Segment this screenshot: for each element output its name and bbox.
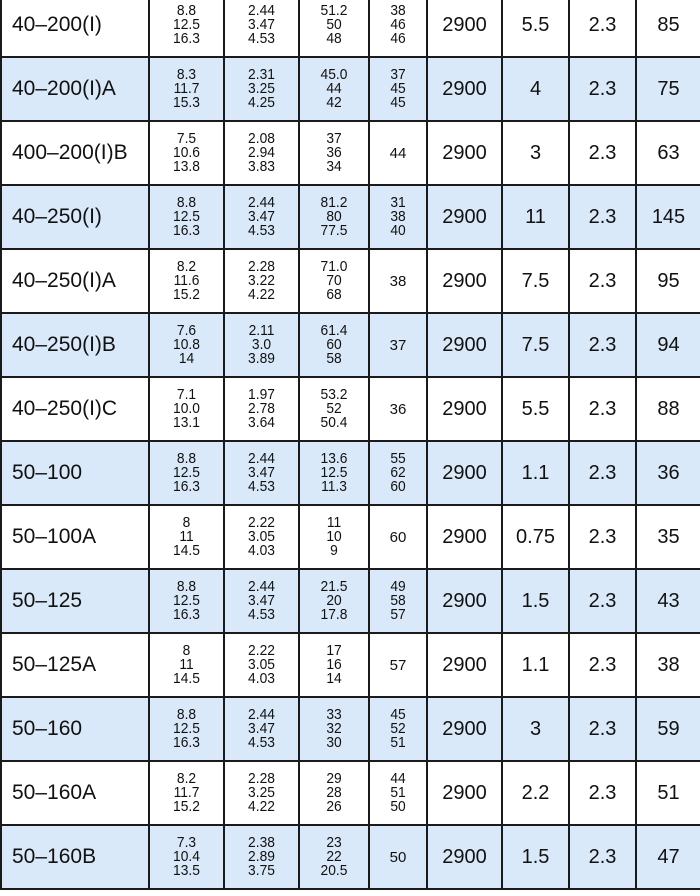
model-cell: 50–125 bbox=[1, 569, 149, 633]
cell-value-line: 37 bbox=[390, 66, 406, 83]
cell-value-line: 11.7 bbox=[173, 80, 200, 97]
cell-value-line: 3.25 bbox=[248, 784, 275, 801]
table-row bbox=[1, 441, 700, 505]
flow-m3h-cell bbox=[149, 633, 224, 697]
cell-value-line: 2.44 bbox=[248, 578, 275, 595]
cell-value-line: 21.5 bbox=[320, 578, 348, 595]
model-cell: 40–250(I) bbox=[1, 185, 149, 249]
speed-cell: 2900 bbox=[427, 249, 502, 313]
cell-value-line: 20 bbox=[326, 592, 342, 609]
model-cell: 50–100A bbox=[1, 505, 149, 569]
efficiency-cell bbox=[369, 441, 427, 505]
cell-value-line: 10.4 bbox=[173, 848, 200, 865]
weight-cell: 85 bbox=[636, 0, 700, 57]
table-row bbox=[1, 633, 700, 697]
cell-value-line: 2.28 bbox=[248, 770, 275, 787]
cell-value-line: 8.8 bbox=[176, 2, 197, 19]
cell-value-line: 42 bbox=[326, 94, 342, 111]
cell-value-line: 3.75 bbox=[248, 862, 275, 879]
cell-value-line: 45 bbox=[390, 94, 406, 111]
cell-value-line: 14.5 bbox=[173, 542, 200, 559]
cell-value-line: 8 bbox=[182, 514, 191, 531]
cell-value-line: 3.05 bbox=[248, 528, 275, 545]
table-row bbox=[1, 249, 700, 313]
cell-value-line: 22 bbox=[326, 848, 342, 865]
table-row bbox=[1, 185, 700, 249]
table-row bbox=[1, 377, 700, 441]
table-row bbox=[1, 697, 700, 761]
head-cell bbox=[299, 0, 369, 57]
head-cell bbox=[299, 57, 369, 121]
flow-m3h-cell bbox=[149, 697, 224, 761]
cell-value-line: 2.28 bbox=[248, 258, 275, 275]
npsh-cell: 2.3 bbox=[569, 761, 636, 825]
cell-value-line: 51 bbox=[390, 734, 406, 751]
cell-value-line: 4.53 bbox=[248, 734, 275, 751]
cell-value-line: 46 bbox=[390, 16, 406, 33]
cell-value-line: 16.3 bbox=[173, 222, 200, 239]
cell-value-line: 8 bbox=[182, 642, 191, 659]
speed-cell: 2900 bbox=[427, 697, 502, 761]
cell-value-line: 3.25 bbox=[248, 80, 275, 97]
weight-cell: 36 bbox=[636, 441, 700, 505]
flow-m3h-cell bbox=[149, 377, 224, 441]
head-cell bbox=[299, 121, 369, 185]
efficiency-cell bbox=[369, 697, 427, 761]
head-cell bbox=[299, 505, 369, 569]
flow-m3h-cell bbox=[149, 761, 224, 825]
cell-value-line: 46 bbox=[390, 30, 406, 47]
cell-value-line: 3.89 bbox=[248, 350, 275, 367]
flow-m3h-cell bbox=[149, 825, 224, 889]
cell-value-line: 8.8 bbox=[176, 194, 197, 211]
power-cell: 4 bbox=[502, 57, 569, 121]
model-cell: 50–160 bbox=[1, 697, 149, 761]
npsh-cell: 2.3 bbox=[569, 697, 636, 761]
flow-ls-cell bbox=[224, 0, 299, 57]
flow-m3h-cell bbox=[149, 313, 224, 377]
efficiency-cell: 37 bbox=[369, 313, 427, 377]
cell-value-line: 2.38 bbox=[248, 834, 275, 851]
cell-value-line: 80 bbox=[326, 208, 342, 225]
cell-value-line: 23 bbox=[326, 834, 342, 851]
cell-value-line: 3.22 bbox=[248, 272, 275, 289]
cell-value-line: 77.5 bbox=[320, 222, 348, 239]
weight-cell: 51 bbox=[636, 761, 700, 825]
efficiency-cell bbox=[369, 569, 427, 633]
speed-cell: 2900 bbox=[427, 633, 502, 697]
table-row bbox=[1, 121, 700, 185]
cell-value-line: 12.5 bbox=[173, 720, 200, 737]
cell-value-line: 7.6 bbox=[176, 322, 197, 339]
cell-value-line: 52 bbox=[326, 400, 342, 417]
weight-cell: 43 bbox=[636, 569, 700, 633]
cell-value-line: 2.31 bbox=[248, 66, 275, 83]
cell-value-line: 2.44 bbox=[248, 194, 275, 211]
cell-value-line: 58 bbox=[326, 350, 342, 367]
speed-cell: 2900 bbox=[427, 0, 502, 57]
cell-value-line: 4.53 bbox=[248, 478, 275, 495]
speed-cell: 2900 bbox=[427, 505, 502, 569]
cell-value-line: 45.0 bbox=[320, 66, 348, 83]
model-cell: 400–200(I)B bbox=[1, 121, 149, 185]
weight-cell: 88 bbox=[636, 377, 700, 441]
npsh-cell: 2.3 bbox=[569, 249, 636, 313]
cell-value-line: 53.2 bbox=[320, 386, 348, 403]
flow-m3h-cell bbox=[149, 121, 224, 185]
npsh-cell: 2.3 bbox=[569, 121, 636, 185]
model-cell: 40–200(I)A bbox=[1, 57, 149, 121]
cell-value-line: 14.5 bbox=[173, 670, 200, 687]
cell-value-line: 7.3 bbox=[176, 834, 197, 851]
cell-value-line: 15.2 bbox=[173, 286, 200, 303]
cell-value-line: 10.8 bbox=[173, 336, 200, 353]
cell-value-line: 11.7 bbox=[173, 784, 200, 801]
efficiency-cell: 44 bbox=[369, 121, 427, 185]
cell-value-line: 10 bbox=[326, 528, 342, 545]
cell-value-line: 13.1 bbox=[173, 414, 200, 431]
flow-ls-cell bbox=[224, 249, 299, 313]
model-cell: 40–250(I)C bbox=[1, 377, 149, 441]
model-cell: 50–160B bbox=[1, 825, 149, 889]
flow-ls-cell bbox=[224, 57, 299, 121]
flow-ls-cell bbox=[224, 313, 299, 377]
efficiency-cell: 38 bbox=[369, 249, 427, 313]
cell-value-line: 3.83 bbox=[248, 158, 275, 175]
head-cell bbox=[299, 569, 369, 633]
efficiency-cell: 36 bbox=[369, 377, 427, 441]
cell-value-line: 15.3 bbox=[173, 94, 200, 111]
cell-value-line: 7.5 bbox=[176, 130, 197, 147]
head-cell bbox=[299, 633, 369, 697]
power-cell: 1.1 bbox=[502, 441, 569, 505]
model-cell: 40–250(I)B bbox=[1, 313, 149, 377]
weight-cell: 95 bbox=[636, 249, 700, 313]
speed-cell: 2900 bbox=[427, 761, 502, 825]
efficiency-cell: 60 bbox=[369, 505, 427, 569]
cell-value-line: 17 bbox=[326, 642, 342, 659]
cell-value-line: 13.6 bbox=[320, 450, 348, 467]
cell-value-line: 3.47 bbox=[248, 464, 275, 481]
weight-cell: 38 bbox=[636, 633, 700, 697]
cell-value-line: 3.64 bbox=[248, 414, 275, 431]
head-cell bbox=[299, 825, 369, 889]
table-row bbox=[1, 0, 700, 57]
weight-cell: 63 bbox=[636, 121, 700, 185]
cell-value-line: 26 bbox=[326, 798, 342, 815]
power-cell: 1.1 bbox=[502, 633, 569, 697]
speed-cell: 2900 bbox=[427, 185, 502, 249]
cell-value-line: 12.5 bbox=[173, 592, 200, 609]
cell-value-line: 8.2 bbox=[176, 258, 197, 275]
flow-ls-cell bbox=[224, 441, 299, 505]
efficiency-cell bbox=[369, 0, 427, 57]
cell-value-line: 68 bbox=[326, 286, 342, 303]
cell-value-line: 71.0 bbox=[320, 258, 348, 275]
cell-value-line: 11.6 bbox=[173, 272, 200, 289]
cell-value-line: 17.8 bbox=[320, 606, 348, 623]
head-cell bbox=[299, 185, 369, 249]
head-cell bbox=[299, 249, 369, 313]
cell-value-line: 36 bbox=[326, 144, 342, 161]
cell-value-line: 45 bbox=[390, 80, 406, 97]
cell-value-line: 12.5 bbox=[173, 208, 200, 225]
speed-cell: 2900 bbox=[427, 121, 502, 185]
head-cell bbox=[299, 313, 369, 377]
speed-cell: 2900 bbox=[427, 825, 502, 889]
cell-value-line: 3.0 bbox=[251, 336, 272, 353]
speed-cell: 2900 bbox=[427, 57, 502, 121]
speed-cell: 2900 bbox=[427, 313, 502, 377]
efficiency-cell bbox=[369, 185, 427, 249]
cell-value-line: 2.44 bbox=[248, 706, 275, 723]
cell-value-line: 8.8 bbox=[176, 706, 197, 723]
cell-value-line: 13.5 bbox=[173, 862, 200, 879]
cell-value-line: 37 bbox=[326, 130, 342, 147]
power-cell: 3 bbox=[502, 697, 569, 761]
cell-value-line: 2.22 bbox=[248, 642, 275, 659]
cell-value-line: 50 bbox=[326, 16, 342, 33]
cell-value-line: 33 bbox=[326, 706, 342, 723]
npsh-cell: 2.3 bbox=[569, 505, 636, 569]
power-cell: 7.5 bbox=[502, 249, 569, 313]
table-row bbox=[1, 313, 700, 377]
cell-value-line: 4.22 bbox=[248, 286, 275, 303]
cell-value-line: 52 bbox=[390, 720, 406, 737]
power-cell: 7.5 bbox=[502, 313, 569, 377]
cell-value-line: 16.3 bbox=[173, 606, 200, 623]
efficiency-cell: 57 bbox=[369, 633, 427, 697]
cell-value-line: 16 bbox=[326, 656, 342, 673]
flow-m3h-cell bbox=[149, 249, 224, 313]
model-cell: 40–200(I) bbox=[1, 0, 149, 57]
weight-cell: 75 bbox=[636, 57, 700, 121]
npsh-cell: 2.3 bbox=[569, 313, 636, 377]
flow-ls-cell bbox=[224, 377, 299, 441]
cell-value-line: 12.5 bbox=[173, 464, 200, 481]
cell-value-line: 2.44 bbox=[248, 450, 275, 467]
cell-value-line: 30 bbox=[326, 734, 342, 751]
speed-cell: 2900 bbox=[427, 377, 502, 441]
head-cell bbox=[299, 697, 369, 761]
cell-value-line: 12.5 bbox=[173, 16, 200, 33]
weight-cell: 35 bbox=[636, 505, 700, 569]
npsh-cell: 2.3 bbox=[569, 185, 636, 249]
cell-value-line: 11 bbox=[179, 656, 194, 673]
npsh-cell: 2.3 bbox=[569, 377, 636, 441]
flow-ls-cell bbox=[224, 185, 299, 249]
cell-value-line: 2.08 bbox=[248, 130, 275, 147]
npsh-cell: 2.3 bbox=[569, 441, 636, 505]
flow-ls-cell bbox=[224, 697, 299, 761]
table-row bbox=[1, 569, 700, 633]
cell-value-line: 11 bbox=[326, 514, 342, 531]
cell-value-line: 8.3 bbox=[176, 66, 197, 83]
cell-value-line: 70 bbox=[326, 272, 342, 289]
cell-value-line: 4.22 bbox=[248, 798, 275, 815]
cell-value-line: 51 bbox=[390, 784, 406, 801]
flow-ls-cell bbox=[224, 761, 299, 825]
cell-value-line: 3.47 bbox=[248, 16, 275, 33]
cell-value-line: 55 bbox=[390, 450, 406, 467]
cell-value-line: 4.53 bbox=[248, 30, 275, 47]
cell-value-line: 3.47 bbox=[248, 208, 275, 225]
power-cell: 0.75 bbox=[502, 505, 569, 569]
cell-value-line: 11.3 bbox=[321, 478, 347, 495]
efficiency-cell bbox=[369, 57, 427, 121]
table-row bbox=[1, 57, 700, 121]
cell-value-line: 20.5 bbox=[320, 862, 348, 879]
efficiency-cell bbox=[369, 761, 427, 825]
cell-value-line: 48 bbox=[326, 30, 342, 47]
power-cell: 2.2 bbox=[502, 761, 569, 825]
cell-value-line: 38 bbox=[390, 208, 406, 225]
spec-table-body bbox=[1, 0, 700, 889]
cell-value-line: 31 bbox=[390, 194, 406, 211]
npsh-cell: 2.3 bbox=[569, 57, 636, 121]
cell-value-line: 16.3 bbox=[173, 30, 200, 47]
cell-value-line: 11 bbox=[179, 528, 194, 545]
head-cell bbox=[299, 441, 369, 505]
cell-value-line: 29 bbox=[326, 770, 342, 787]
cell-value-line: 10.6 bbox=[173, 144, 200, 161]
head-cell bbox=[299, 761, 369, 825]
table-row bbox=[1, 761, 700, 825]
flow-m3h-cell bbox=[149, 441, 224, 505]
cell-value-line: 61.4 bbox=[320, 322, 348, 339]
model-cell: 40–250(I)A bbox=[1, 249, 149, 313]
cell-value-line: 4.53 bbox=[248, 222, 275, 239]
cell-value-line: 2.89 bbox=[248, 848, 275, 865]
cell-value-line: 44 bbox=[326, 80, 342, 97]
cell-value-line: 4.03 bbox=[248, 670, 275, 687]
table-row bbox=[1, 505, 700, 569]
cell-value-line: 8.2 bbox=[176, 770, 197, 787]
flow-m3h-cell bbox=[149, 0, 224, 57]
cell-value-line: 8.8 bbox=[176, 450, 197, 467]
cell-value-line: 16.3 bbox=[173, 478, 200, 495]
model-cell: 50–100 bbox=[1, 441, 149, 505]
cell-value-line: 1.97 bbox=[248, 386, 275, 403]
cell-value-line: 3.05 bbox=[248, 656, 275, 673]
cell-value-line: 2.94 bbox=[248, 144, 275, 161]
cell-value-line: 14 bbox=[178, 350, 195, 367]
weight-cell: 94 bbox=[636, 313, 700, 377]
npsh-cell: 2.3 bbox=[569, 0, 636, 57]
npsh-cell: 2.3 bbox=[569, 825, 636, 889]
weight-cell: 47 bbox=[636, 825, 700, 889]
cell-value-line: 16.3 bbox=[173, 734, 200, 751]
power-cell: 5.5 bbox=[502, 377, 569, 441]
flow-ls-cell bbox=[224, 505, 299, 569]
power-cell: 11 bbox=[502, 185, 569, 249]
power-cell: 1.5 bbox=[502, 569, 569, 633]
cell-value-line: 3.47 bbox=[248, 720, 275, 737]
speed-cell: 2900 bbox=[427, 569, 502, 633]
cell-value-line: 28 bbox=[326, 784, 342, 801]
cell-value-line: 62 bbox=[390, 464, 406, 481]
efficiency-cell: 50 bbox=[369, 825, 427, 889]
cell-value-line: 8.8 bbox=[176, 578, 197, 595]
flow-ls-cell bbox=[224, 633, 299, 697]
cell-value-line: 58 bbox=[390, 592, 406, 609]
cell-value-line: 57 bbox=[390, 606, 406, 623]
cell-value-line: 34 bbox=[326, 158, 342, 175]
cell-value-line: 3.47 bbox=[248, 592, 275, 609]
cell-value-line: 44 bbox=[390, 770, 406, 787]
cell-value-line: 81.2 bbox=[320, 194, 348, 211]
npsh-cell: 2.3 bbox=[569, 633, 636, 697]
model-cell: 50–125A bbox=[1, 633, 149, 697]
speed-cell: 2900 bbox=[427, 441, 502, 505]
flow-ls-cell bbox=[224, 121, 299, 185]
power-cell: 1.5 bbox=[502, 825, 569, 889]
cell-value-line: 49 bbox=[390, 578, 406, 595]
cell-value-line: 7.1 bbox=[176, 386, 197, 403]
cell-value-line: 4.25 bbox=[248, 94, 275, 111]
head-cell bbox=[299, 377, 369, 441]
power-cell: 5.5 bbox=[502, 0, 569, 57]
cell-value-line: 50.4 bbox=[320, 414, 348, 431]
cell-value-line: 4.03 bbox=[248, 542, 275, 559]
cell-value-line: 50 bbox=[390, 798, 406, 815]
cell-value-line: 14 bbox=[326, 670, 342, 687]
model-cell: 50–160A bbox=[1, 761, 149, 825]
flow-ls-cell bbox=[224, 825, 299, 889]
cell-value-line: 9 bbox=[330, 542, 338, 559]
cell-value-line: 10.0 bbox=[173, 400, 200, 417]
cell-value-line: 2.44 bbox=[248, 2, 275, 19]
cell-value-line: 12.5 bbox=[320, 464, 348, 481]
cell-value-line: 32 bbox=[326, 720, 342, 737]
cell-value-line: 2.11 bbox=[248, 322, 275, 339]
cell-value-line: 45 bbox=[390, 706, 406, 723]
cell-value-line: 2.78 bbox=[248, 400, 275, 417]
weight-cell: 59 bbox=[636, 697, 700, 761]
cell-value-line: 15.2 bbox=[173, 798, 200, 815]
flow-m3h-cell bbox=[149, 57, 224, 121]
cell-value-line: 60 bbox=[390, 478, 406, 495]
cell-value-line: 4.53 bbox=[248, 606, 275, 623]
table-row bbox=[1, 825, 700, 889]
cell-value-line: 38 bbox=[390, 2, 406, 19]
flow-m3h-cell bbox=[149, 569, 224, 633]
cell-value-line: 13.8 bbox=[173, 158, 200, 175]
power-cell: 3 bbox=[502, 121, 569, 185]
npsh-cell: 2.3 bbox=[569, 569, 636, 633]
cell-value-line: 60 bbox=[326, 336, 342, 353]
cell-value-line: 40 bbox=[390, 222, 406, 239]
cell-value-line: 2.22 bbox=[248, 514, 275, 531]
cell-value-line: 51.2 bbox=[320, 2, 348, 19]
flow-m3h-cell bbox=[149, 185, 224, 249]
flow-ls-cell bbox=[224, 569, 299, 633]
flow-m3h-cell bbox=[149, 505, 224, 569]
weight-cell: 145 bbox=[636, 185, 700, 249]
